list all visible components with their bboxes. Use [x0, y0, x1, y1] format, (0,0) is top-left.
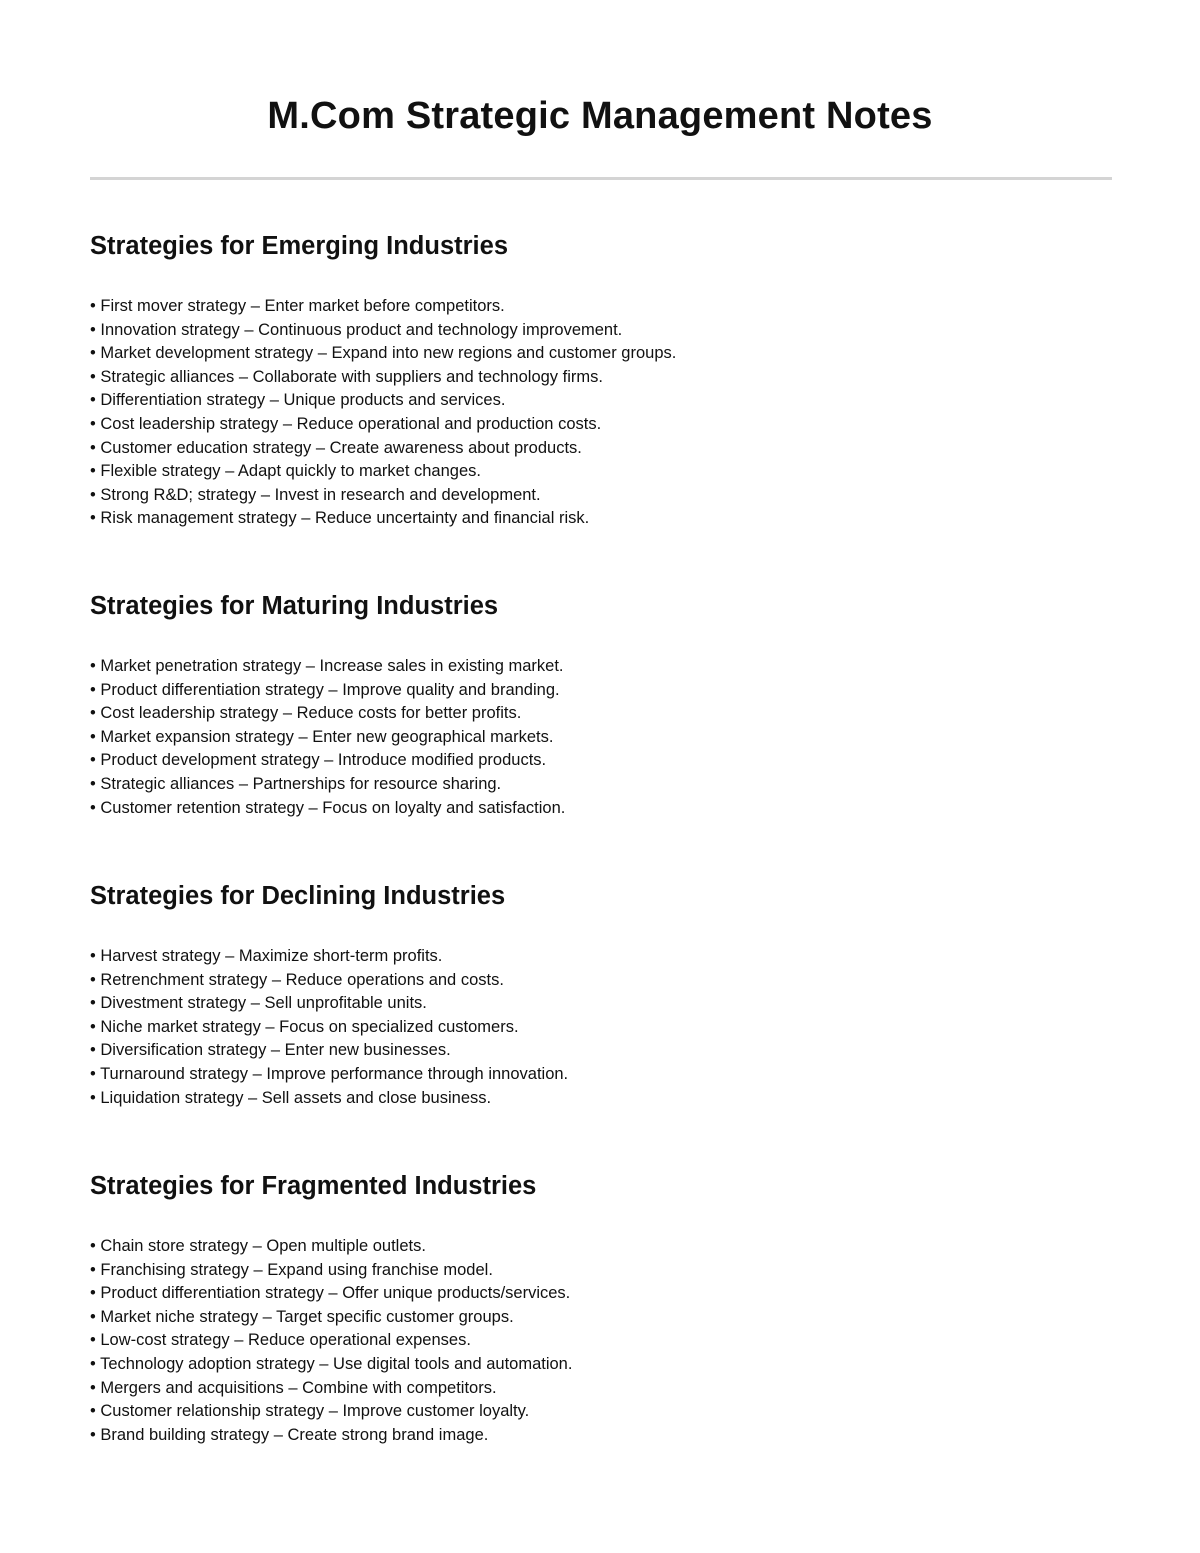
- list-item: • Technology adoption strategy – Use digital tools and automation.: [90, 1354, 573, 1373]
- list-item: • Turnaround strategy – Improve performance through innovation.: [90, 1064, 569, 1083]
- list-item: • Market expansion strategy – Enter new geographical markets.: [90, 727, 554, 746]
- section-emerging-industries: [90, 231, 1110, 528]
- list-item: • Product differentiation strategy – Improve quality and branding.: [90, 680, 560, 699]
- list-item: • Product development strategy – Introduce modified products.: [90, 751, 547, 770]
- list-item: • Mergers and acquisitions – Combine with competitors.: [90, 1378, 497, 1397]
- list-item: • Brand building strategy – Create strong brand image.: [90, 1425, 489, 1444]
- list-item: • Market development strategy – Expand into new regions and customer groups.: [90, 344, 677, 363]
- title-divider: [90, 177, 1112, 180]
- list-item: • Customer relationship strategy – Improve customer loyalty.: [90, 1402, 530, 1421]
- bullet-list: [90, 655, 565, 820]
- bullet-list: [90, 1235, 572, 1447]
- section-heading: Strategies for Maturing Industries: [90, 592, 499, 620]
- document-title: M.Com Strategic Management Notes: [267, 95, 933, 137]
- list-item: • Risk management strategy – Reduce uncertainty and financial risk.: [90, 509, 590, 528]
- section-heading: Strategies for Emerging Industries: [90, 232, 509, 260]
- list-item: • Cost leadership strategy – Reduce operational and production costs.: [90, 414, 602, 433]
- list-item: • Customer retention strategy – Focus on loyalty and satisfaction.: [90, 798, 566, 817]
- list-item: • Strategic alliances – Collaborate with suppliers and technology firms.: [90, 367, 603, 386]
- section-declining-industries: [90, 881, 1110, 1107]
- list-item: • Market niche strategy – Target specific customer groups.: [90, 1307, 514, 1326]
- list-item: • Customer education strategy – Create awareness about products.: [90, 438, 582, 457]
- list-item: • Chain store strategy – Open multiple outlets.: [90, 1237, 426, 1255]
- list-item: • First mover strategy – Enter market before competitors.: [90, 297, 505, 315]
- section-fragmented-industries: [90, 1171, 1110, 1444]
- section-heading: Strategies for Declining Industries: [90, 882, 506, 910]
- section-heading: Strategies for Fragmented Industries: [90, 1172, 537, 1200]
- list-item: • Strong R&D; strategy – Invest in research and development.: [90, 485, 541, 504]
- list-item: • Flexible strategy – Adapt quickly to market changes.: [90, 462, 481, 481]
- list-item: • Harvest strategy – Maximize short-term profits.: [90, 947, 443, 965]
- list-item: • Strategic alliances – Partnerships for resource sharing.: [90, 774, 502, 793]
- list-item: • Low-cost strategy – Reduce operational expenses.: [90, 1331, 471, 1350]
- section-maturing-industries: [90, 591, 1110, 817]
- list-item: • Niche market strategy – Focus on specialized customers.: [90, 1017, 519, 1036]
- list-item: • Cost leadership strategy – Reduce costs for better profits.: [90, 704, 522, 723]
- list-item: • Product differentiation strategy – Offer unique products/services.: [90, 1284, 571, 1303]
- list-item: • Franchising strategy – Expand using franchise model.: [90, 1260, 493, 1279]
- bullet-list: [90, 945, 568, 1110]
- list-item: • Market penetration strategy – Increase sales in existing market.: [90, 657, 564, 675]
- list-item: • Differentiation strategy – Unique products and services.: [90, 391, 506, 410]
- list-item: • Divestment strategy – Sell unprofitable units.: [90, 994, 427, 1013]
- list-item: • Innovation strategy – Continuous product and technology improvement.: [90, 320, 623, 339]
- bullet-list: [90, 295, 676, 531]
- list-item: • Diversification strategy – Enter new businesses.: [90, 1041, 451, 1060]
- list-item: • Liquidation strategy – Sell assets and close business.: [90, 1088, 492, 1107]
- list-item: • Retrenchment strategy – Reduce operations and costs.: [90, 970, 504, 989]
